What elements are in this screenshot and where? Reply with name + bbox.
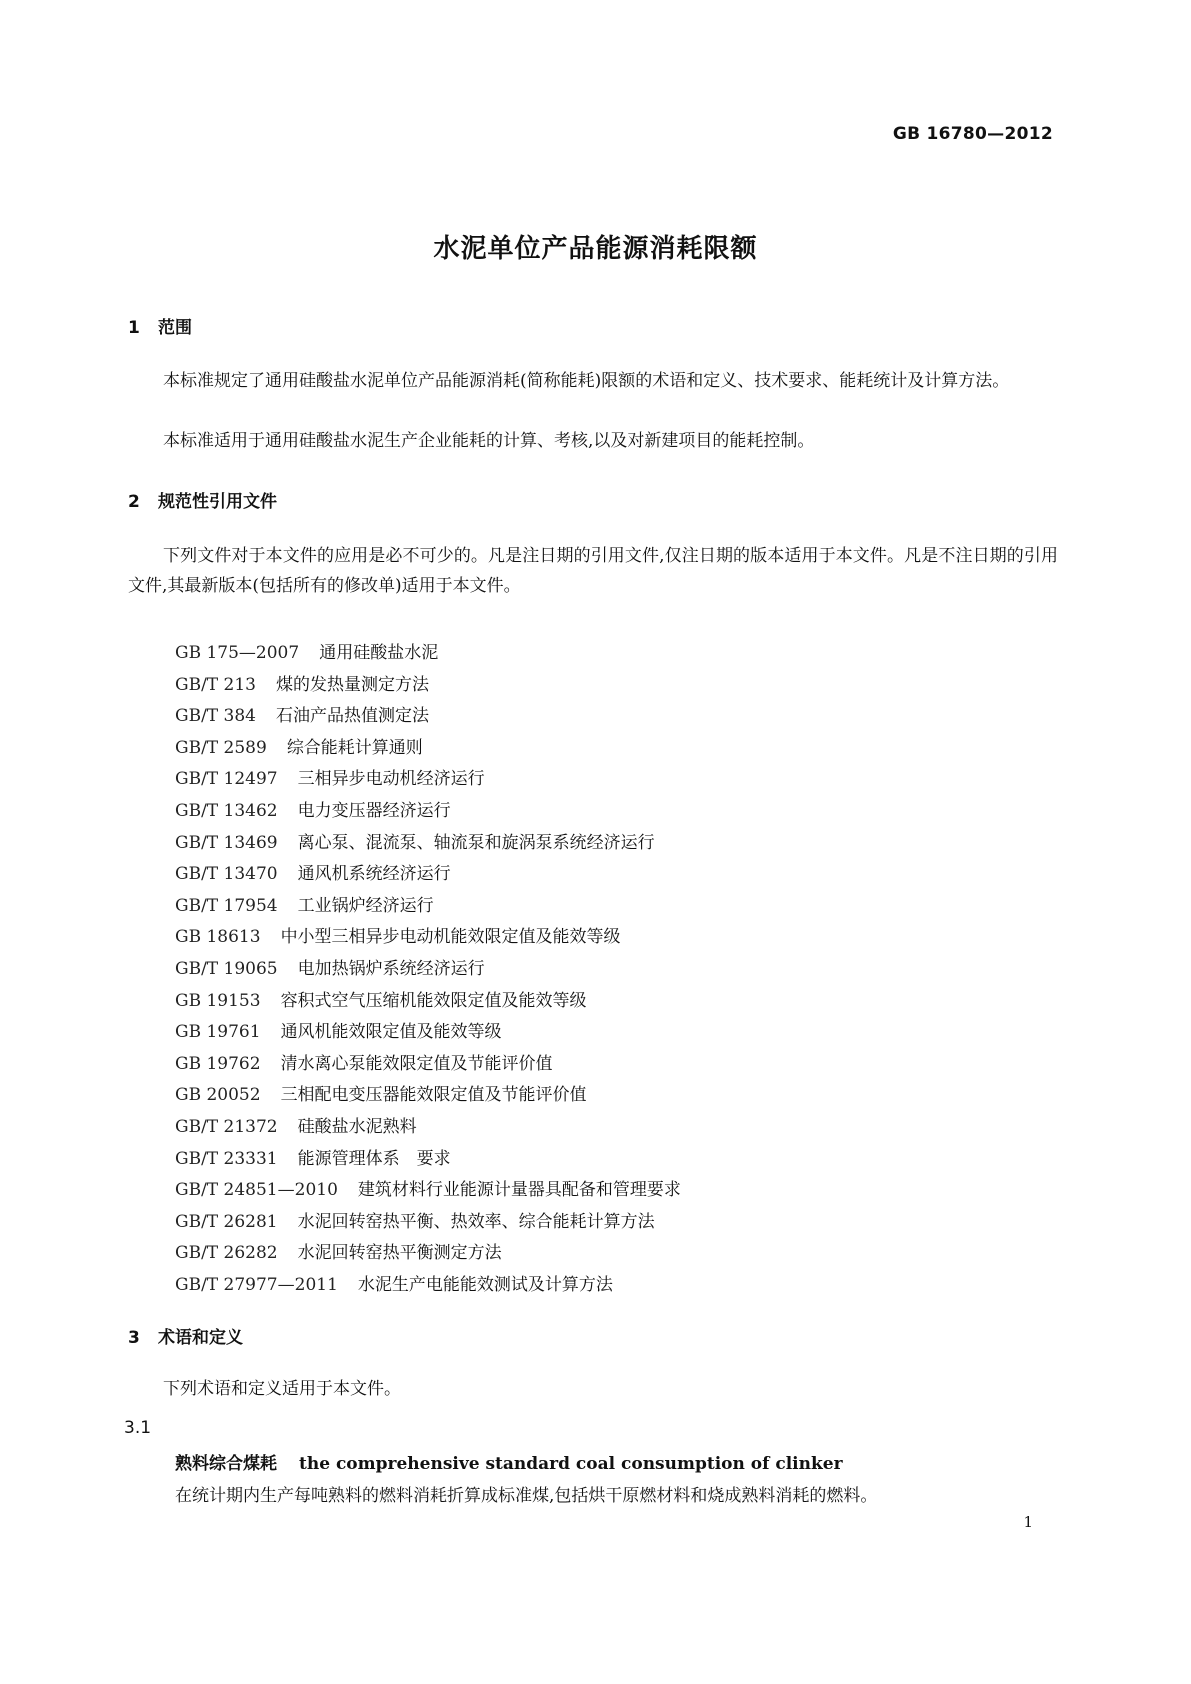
reference-item bbox=[175, 1049, 681, 1081]
reference-name: 建筑材料行业能源计量器具配备和管理要求 bbox=[357, 1180, 681, 1201]
reference-code: GB 19762 bbox=[175, 1053, 261, 1074]
reference-name: 清水离心泵能效限定值及节能评价值 bbox=[280, 1053, 553, 1074]
section-heading-references bbox=[128, 487, 277, 512]
reference-code: GB/T 19065 bbox=[175, 958, 278, 979]
reference-item bbox=[175, 922, 681, 954]
reference-item bbox=[175, 670, 681, 702]
section-title: 术语和定义 bbox=[158, 1328, 243, 1348]
reference-item bbox=[175, 1017, 681, 1049]
reference-name: 水泥回转窑热平衡测定方法 bbox=[297, 1243, 502, 1264]
reference-name: 离心泵、混流泵、轴流泵和旋涡泵系统经济运行 bbox=[297, 832, 655, 853]
reference-name: 通风机系统经济运行 bbox=[297, 864, 451, 885]
reference-item bbox=[175, 954, 681, 986]
standard-code: GB 16780—2012 bbox=[892, 124, 1053, 144]
reference-code: GB/T 24851—2010 bbox=[175, 1180, 338, 1201]
reference-code: GB/T 13470 bbox=[175, 864, 278, 885]
reference-name: 通风机能效限定值及能效等级 bbox=[280, 1022, 502, 1043]
reference-name: 三相配电变压器能效限定值及节能评价值 bbox=[280, 1085, 587, 1106]
scope-paragraph-1: 本标准规定了通用硅酸盐水泥单位产品能源消耗(简称能耗)限额的术语和定义、技术要求、能耗统计及计算方法。 bbox=[163, 371, 1010, 391]
reference-code: GB/T 384 bbox=[175, 706, 256, 727]
reference-code: GB/T 13469 bbox=[175, 832, 278, 853]
document-title: 水泥单位产品能源消耗限额 bbox=[433, 234, 758, 264]
reference-code: GB/T 2589 bbox=[175, 737, 267, 758]
term-name-zh: 熟料综合煤耗 bbox=[175, 1454, 277, 1474]
reference-code: GB/T 23331 bbox=[175, 1148, 278, 1169]
reference-name: 水泥生产电能能效测试及计算方法 bbox=[357, 1274, 613, 1295]
reference-code: GB/T 17954 bbox=[175, 895, 278, 916]
reference-item bbox=[175, 733, 681, 765]
reference-item bbox=[175, 986, 681, 1018]
reference-code: GB/T 213 bbox=[175, 674, 256, 695]
reference-item bbox=[175, 701, 681, 733]
reference-item bbox=[175, 1112, 681, 1144]
section-number: 3 bbox=[128, 1328, 140, 1348]
term-name-en: the comprehensive standard coal consumption of clinker bbox=[299, 1454, 843, 1474]
reference-code: GB 19153 bbox=[175, 990, 261, 1011]
reference-code: GB 18613 bbox=[175, 927, 261, 948]
reference-name: 煤的发热量测定方法 bbox=[276, 674, 429, 695]
reference-item bbox=[175, 1080, 681, 1112]
section-title: 范围 bbox=[158, 318, 192, 338]
reference-item bbox=[175, 1144, 681, 1176]
reference-code: GB/T 26282 bbox=[175, 1243, 278, 1264]
reference-name: 石油产品热值测定法 bbox=[276, 706, 429, 727]
reference-name: 硅酸盐水泥熟料 bbox=[297, 1116, 417, 1137]
reference-code: GB/T 27977—2011 bbox=[175, 1274, 338, 1295]
reference-item bbox=[175, 1175, 681, 1207]
section-title: 规范性引用文件 bbox=[158, 492, 277, 512]
reference-name: 三相异步电动机经济运行 bbox=[297, 769, 485, 790]
reference-item bbox=[175, 1270, 681, 1302]
reference-item bbox=[175, 859, 681, 891]
reference-item bbox=[175, 891, 681, 923]
reference-name: 水泥回转窑热平衡、热效率、综合能耗计算方法 bbox=[297, 1211, 655, 1232]
reference-code: GB/T 26281 bbox=[175, 1211, 278, 1232]
reference-code: GB/T 21372 bbox=[175, 1116, 278, 1137]
reference-name: 电力变压器经济运行 bbox=[297, 800, 451, 821]
page-number: 1 bbox=[1023, 1513, 1033, 1531]
terms-intro: 下列术语和定义适用于本文件。 bbox=[163, 1379, 401, 1399]
term-number: 3.1 bbox=[124, 1418, 152, 1438]
reference-code: GB/T 12497 bbox=[175, 769, 278, 790]
reference-code: GB/T 13462 bbox=[175, 800, 278, 821]
reference-list bbox=[175, 638, 681, 1301]
reference-code: GB 19761 bbox=[175, 1022, 261, 1043]
reference-item bbox=[175, 764, 681, 796]
scope-paragraph-2: 本标准适用于通用硅酸盐水泥生产企业能耗的计算、考核,以及对新建项目的能耗控制。 bbox=[163, 431, 815, 451]
reference-item bbox=[175, 828, 681, 860]
reference-name: 工业锅炉经济运行 bbox=[297, 895, 434, 916]
section-number: 2 bbox=[128, 492, 140, 512]
reference-item bbox=[175, 638, 681, 670]
reference-name: 综合能耗计算通则 bbox=[286, 737, 423, 758]
reference-name: 中小型三相异步电动机能效限定值及能效等级 bbox=[280, 927, 621, 948]
reference-name: 通用硅酸盐水泥 bbox=[319, 643, 439, 663]
reference-item bbox=[175, 1238, 681, 1270]
reference-name: 能源管理体系 要求 bbox=[297, 1148, 451, 1169]
reference-name: 容积式空气压缩机能效限定值及能效等级 bbox=[280, 990, 587, 1011]
reference-code: GB 175—2007 bbox=[175, 643, 300, 663]
section-number: 1 bbox=[128, 318, 140, 338]
reference-item bbox=[175, 1207, 681, 1239]
term-definition: 在统计期内生产每吨熟料的燃料消耗折算成标准煤,包括烘干原燃材料和烧成熟料消耗的燃料。 bbox=[175, 1486, 878, 1506]
reference-item bbox=[175, 796, 681, 828]
term-entry bbox=[175, 1449, 843, 1474]
references-intro: 下列文件对于本文件的应用是必不可少的。凡是注日期的引用文件,仅注日期的版本适用于本文件。凡是不注日期的引用文件,其最新版本(包括所有的修改单)适用于本文件。 bbox=[128, 546, 1058, 596]
section-heading-terms bbox=[128, 1323, 243, 1348]
reference-code: GB 20052 bbox=[175, 1085, 261, 1106]
section-heading-scope bbox=[128, 313, 192, 338]
reference-name: 电加热锅炉系统经济运行 bbox=[297, 958, 485, 979]
